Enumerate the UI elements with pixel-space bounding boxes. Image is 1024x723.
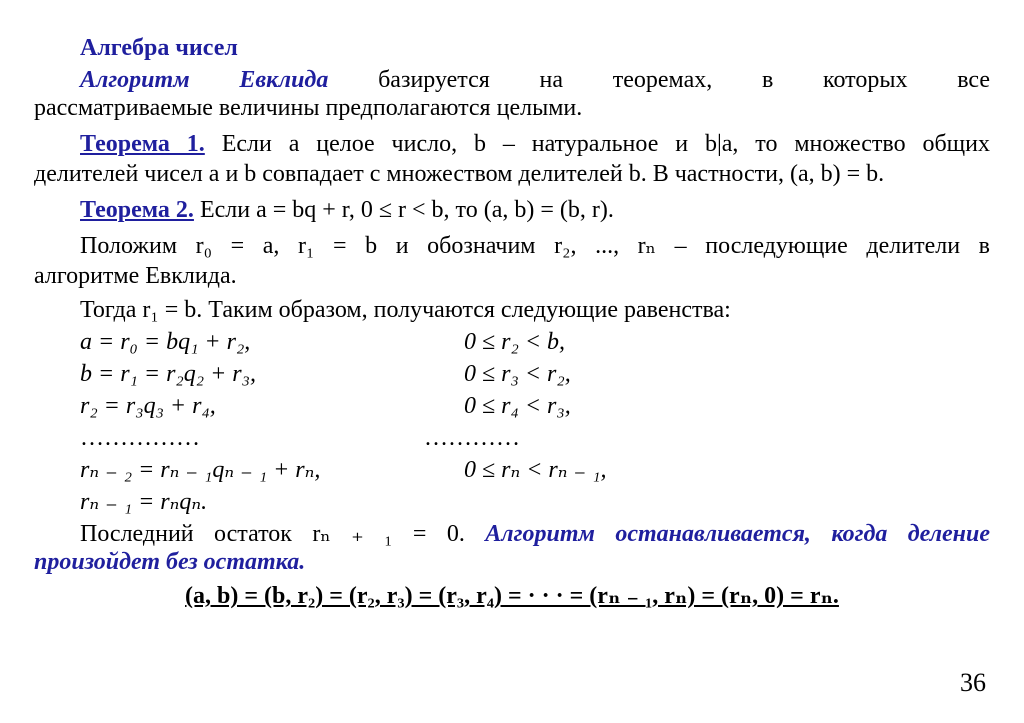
equation-right-1: 0 ≤ r₂ < b, xyxy=(464,329,566,355)
final-formula: (a, b) = (b, r₂) = (r₂, r₃) = (r₃, r₄) = · · · = (rₙ ₋ ₁, rₙ) = (rₙ, 0) = rₙ. xyxy=(185,583,839,609)
theorem1-text-1: Если a целое число, b – натуральное и b|a, то множество общих xyxy=(221,131,991,157)
theorem1-line-1 xyxy=(80,130,990,158)
stop-rule-2: произойдет без остатка. xyxy=(34,549,306,575)
equation-right-5: 0 ≤ rₙ < rₙ ₋ ₁, xyxy=(464,457,607,483)
then-line: Тогда r₁ = b. Таким образом, получаются следующие равенства: xyxy=(80,297,731,323)
theorem1-line-2: делителей чисел a и b совпадает с множеством делителей b. В частности, (a, b) = b. xyxy=(34,161,885,187)
equation-left-5: rₙ ₋ ₂ = rₙ ₋ ₁qₙ ₋ ₁ + rₙ, xyxy=(80,457,321,483)
notation-line-2: алгоритме Евклида. xyxy=(34,263,237,289)
last-remainder-line xyxy=(80,520,990,548)
theorem2-line xyxy=(80,196,614,224)
equation-left-3: r₂ = r₃q₃ + r₄, xyxy=(80,393,216,419)
intro-line-2: рассматриваемые величины предполагаются целыми. xyxy=(34,95,583,121)
equation-left-6: rₙ ₋ ₁ = rₙqₙ. xyxy=(80,489,208,515)
theorem2-text: Если a = bq + r, 0 ≤ r < b, то (a, b) = (b, r). xyxy=(199,197,614,223)
equation-ellipsis-right: ………… xyxy=(424,425,520,451)
page-number: 36 xyxy=(960,668,986,697)
equation-ellipsis-left: …………… xyxy=(80,425,200,451)
equation-right-3: 0 ≤ r₄ < r₃, xyxy=(464,393,571,419)
theorem2-label: Теорема 2. xyxy=(80,197,194,223)
notation-line-1: Положим r₀ = a, r₁ = b и обозначим r₂, ..., rₙ – последующие делители в xyxy=(80,233,990,259)
intro-line-1 xyxy=(80,66,990,94)
intro-line-1-text: базируется на теоремах, в которых все xyxy=(378,67,991,93)
equation-left-1: a = r₀ = bq₁ + r₂, xyxy=(80,329,251,355)
theorem1-label: Теорема 1. xyxy=(80,131,205,157)
last-remainder-text: Последний остаток rₙ ₊ ₁ = 0. xyxy=(80,521,465,547)
equation-right-2: 0 ≤ r₃ < r₂, xyxy=(464,361,571,387)
section-heading: Алгебра чисел xyxy=(80,35,238,61)
stop-rule-1: Алгоритм останавливается, когда деление xyxy=(485,521,990,547)
equation-left-2: b = r₁ = r₂q₂ + r₃, xyxy=(80,361,256,387)
algorithm-name: Алгоритм Евклида xyxy=(80,67,329,93)
